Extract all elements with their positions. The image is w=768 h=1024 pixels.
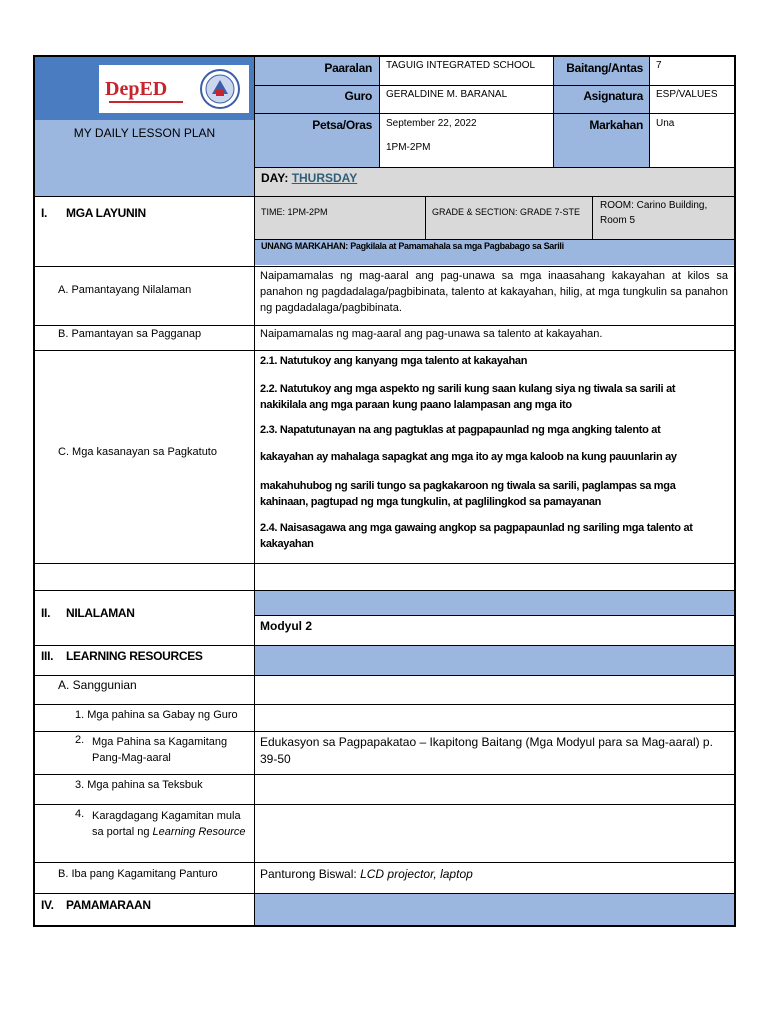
petsa-date: September 22, 2022 [386, 118, 477, 129]
baitang-label: Baitang/Antas [566, 61, 643, 75]
guro-value: GERALDINE M. BARANAL [386, 89, 508, 100]
grade-section-value: GRADE & SECTION: GRADE 7-STE [432, 207, 581, 217]
nilalaman-value: Modyul 2 [260, 619, 313, 633]
resources-heading: LEARNING RESOURCES [66, 649, 203, 663]
logo-banner [35, 57, 268, 120]
asignatura-label: Asignatura [583, 89, 643, 103]
pamantayang-nilalaman-label: A. Pamantayang Nilalaman [58, 284, 192, 296]
deped-seal-icon [197, 68, 243, 110]
baitang-value: 7 [656, 60, 662, 71]
teksbuk-label: 3. Mga pahina sa Teksbuk [75, 779, 203, 791]
iba-pang-kagamitan-value: Panturong Biswal: LCD projector, laptop [260, 867, 473, 881]
kasanayan-item: 2.4. Naisasagawa ang mga gawaing angkop sa pagpapaunlad ng sariling mga talento at kakayahan [260, 522, 693, 550]
kasanayan-item: kakayahan ay mahalaga sapagkat ang mga ito ay mga kaloob na kung pauunlarin ay [260, 451, 677, 463]
nilalaman-blue-row [255, 591, 734, 615]
page-title: MY DAILY LESSON PLAN [73, 126, 216, 140]
kagamitang-value: Edukasyon sa Pagpapakatao – Ikapitong Baitang (Mga Modyul para sa Mag-aaral) p. 39-50 [260, 735, 713, 766]
logo-area [99, 65, 249, 113]
pamantayan-pagganap-text: Naipamamalas ng mag-aaral ang pag-unawa sa talento at kakayahan. [260, 328, 603, 340]
paaralan-value: TAGUIG INTEGRATED SCHOOL [386, 60, 536, 71]
markahan-label: Markahan [589, 118, 643, 132]
pamamaraan-heading-num: IV. [41, 898, 54, 912]
kasanayan-item: 2.2. Natutukoy ang mga aspekto ng sarili kung saan kulang siya ng tiwala sa sarili at nakikilala ang mga paraan kung paano lalampasan ang mga ito [260, 383, 676, 411]
gabay-guro-label: 1. Mga pahina sa Gabay ng Guro [75, 709, 238, 721]
resources-blue-row [255, 646, 734, 675]
kasanayan-label: C. Mga kasanayan sa Pagkatuto [58, 446, 217, 458]
guro-label: Guro [344, 89, 372, 103]
layunin-heading: MGA LAYUNIN [66, 206, 146, 220]
logo-underline [109, 101, 183, 103]
petsa-time: 1PM-2PM [386, 142, 431, 153]
pamamaraan-blue-row [255, 894, 734, 925]
nilalaman-heading: NILALAMAN [66, 606, 135, 620]
day-label: DAY: THURSDAY [261, 171, 358, 185]
pamantayang-nilalaman-text: Naipamamalas ng mag-aaral ang pag-unawa sa mga inaasahang kakayahan at kilos sa panahon ng pagdadalaga/pagbibinata, talento at kakayahan, hilig, at mga tungkulin sa panahon ng pagdadalaga/pagbibinata. [260, 270, 728, 314]
quarter-title: UNANG MARKAHAN: Pagkilala at Pamamahala sa mga Pagbabago sa Sarili [261, 241, 564, 251]
pamamaraan-heading: PAMAMARAAN [66, 898, 151, 912]
day-value: THURSDAY [291, 171, 358, 185]
pamantayan-pagganap-label: B. Pamantayan sa Pagganap [58, 328, 202, 340]
kasanayan-item: makahuhubog ng sarili tungo sa pagkakaroon ng tiwala sa sarili, paglampas sa mga kahinaan, pagtupad ng mga tungkulin, at paglilingkod sa pamayanan [260, 480, 676, 508]
kagamitang-number: 2. [75, 734, 85, 746]
karagdagang-number: 4. [75, 808, 85, 820]
time-value: TIME: 1PM-2PM [261, 207, 328, 217]
markahan-value: Una [656, 118, 675, 129]
deped-logo: DepED [105, 78, 168, 100]
layunin-heading-num: I. [41, 206, 48, 220]
nilalaman-heading-num: II. [41, 606, 51, 620]
kagamitang-label: Mga Pahina sa Kagamitang Pang-Mag-aaral [92, 736, 228, 764]
petsa-label: Petsa/Oras [312, 118, 372, 132]
iba-pang-kagamitan-label: B. Iba pang Kagamitang Panturo [58, 868, 218, 880]
paaralan-label: Paaralan [324, 61, 372, 75]
karagdagang-label: Karagdagang Kagamitan mula sa portal ng Learning Resource [92, 810, 246, 838]
kasanayan-item: 2.1. Natutukoy ang kanyang mga talento at kakayahan [260, 355, 528, 367]
asignatura-value: ESP/VALUES [656, 89, 718, 100]
resources-heading-num: III. [41, 649, 54, 663]
kasanayan-item: 2.3. Napatutunayan na ang pagtuklas at pagpapaunlad ng mga angking talento at [260, 424, 661, 436]
room-value: ROOM: Carino Building, Room 5 [600, 200, 708, 226]
sanggunian-label: A. Sanggunian [58, 678, 137, 692]
